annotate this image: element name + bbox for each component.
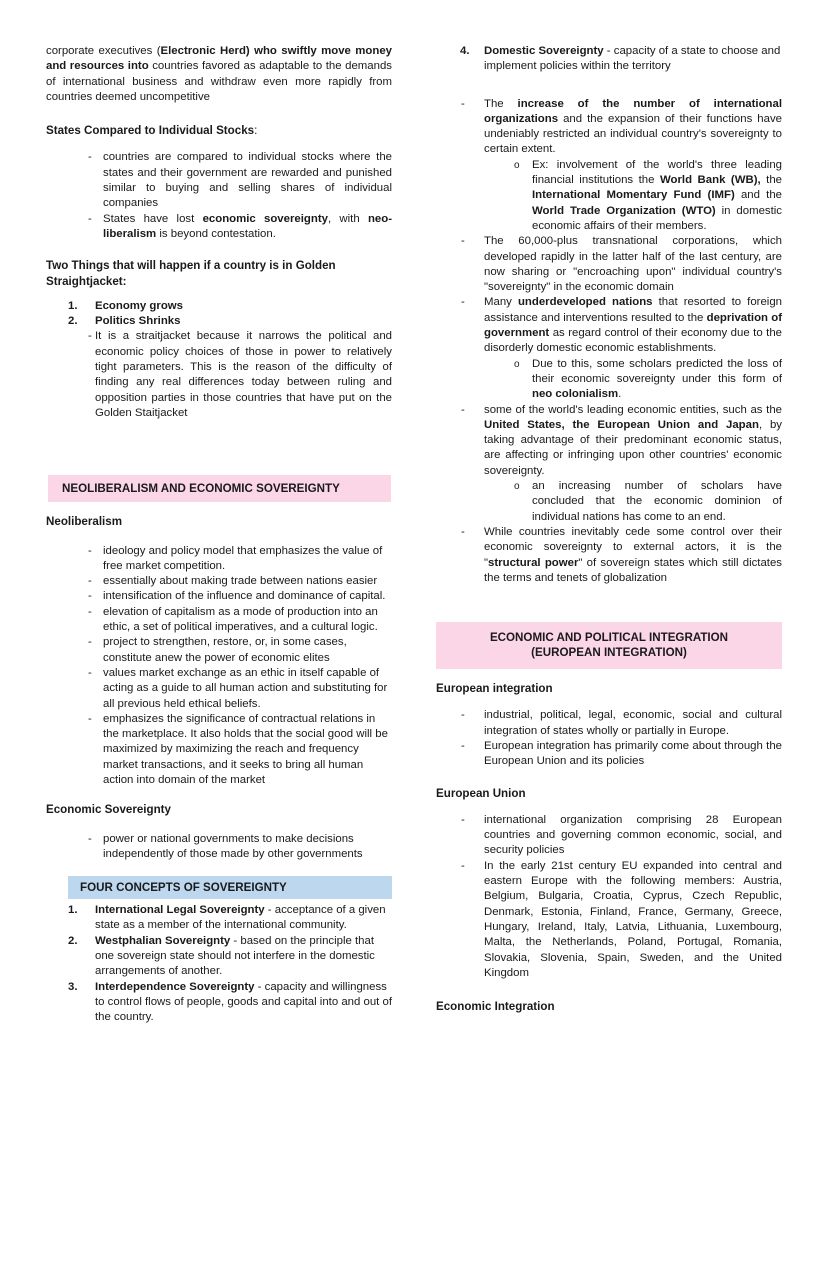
item-text: ideology and policy model that emphasizes the value of free market competition. — [103, 544, 383, 572]
list-item — [46, 150, 392, 211]
list-item — [46, 212, 392, 243]
item-seg3: , by taking advantage of their predominant economic status, are affecting or infringing upon other countries' economic sovereignty. — [484, 418, 782, 477]
sub-seg6-bold: World Trade Organization (WTO) — [532, 204, 716, 217]
heading-neoliberalism: Neoliberalism — [46, 515, 123, 529]
heading-economic-integration: Economic Integration — [436, 1000, 555, 1014]
item-seg1: The — [484, 97, 518, 110]
list-item — [46, 832, 392, 863]
item-seg2-bold: increase of the number of international organizations — [484, 97, 783, 125]
item-number: 2. — [68, 934, 78, 947]
item-seg2-bold: underdeveloped nations — [517, 296, 653, 309]
list-item — [46, 544, 392, 575]
list-item — [436, 295, 782, 356]
four-concepts-continued-list — [436, 44, 782, 75]
item-seg3: , with — [327, 212, 368, 225]
item-text: It is a straitjacket because it narrows the political and economic policy choices of those in power to relatively tight parameters. This is the reason of the difficulty of finding any real differences today between ruling and opposition parties in those countries that have put on the Golden Staitjacket — [95, 330, 392, 419]
item-text: European integration has primarily come about through the European Union and its policies — [484, 739, 782, 768]
banner-label: NEOLIBERALISM AND ECONOMIC SOVEREIGNTY — [62, 482, 340, 496]
list-item — [436, 813, 782, 859]
list-item — [46, 329, 392, 421]
item-text: countries are compared to individual stocks where the states and their government are rewarded and punished similar to buying and selling shares of individual companies — [103, 151, 392, 210]
list-item — [46, 605, 392, 636]
banner-label-line2: (EUROPEAN INTEGRATION) — [531, 646, 687, 660]
sub-seg3: the — [760, 174, 783, 187]
list-item — [436, 97, 782, 158]
item-seg2-bold: United States, the European Union and Japan — [484, 418, 759, 431]
list-item — [46, 589, 392, 604]
list-item — [436, 403, 782, 479]
sub-seg1: Ex: involvement of the world's three leading financial institutions the — [532, 158, 782, 187]
four-concepts-list — [46, 903, 392, 1025]
sub-list-item — [436, 479, 782, 525]
heading-states-compared — [46, 123, 392, 138]
intro-paragraph — [46, 44, 392, 105]
list-item — [436, 44, 782, 75]
item-text: Politics Shrinks — [95, 315, 181, 328]
item-text: elevation of capitalism as a mode of production into an ethic, a set of political imperatives, and a cultural logic. — [103, 605, 378, 634]
item-text: project to strengthen, restore, or, in some cases, constitute anew the power of economic elites — [103, 636, 347, 664]
item-seg1: Many — [484, 296, 518, 309]
item-text: industrial, political, legal, economic, social and cultural integration of states wholly or partially in Europe. — [484, 709, 782, 737]
item-term: Interdependence Sovereignty — [95, 980, 255, 993]
heading-european-integration: European integration — [436, 682, 553, 696]
item-seg3: that resorted to foreign assistance and interventions resulted to the — [484, 296, 782, 324]
section-banner-integration — [436, 622, 782, 669]
item-text: international organization comprising 28 European countries and governing common economic, social, and security policies — [484, 813, 782, 857]
left-column — [46, 44, 392, 1236]
item-term: Domestic Sovereignty — [484, 45, 604, 57]
sub-seg1: Due to this, some scholars predicted the loss of their economic sovereignty under this form of — [532, 357, 782, 385]
item-definition: - based on the principle that one sovereign state should not interfere in the domestic arrangements of another. — [95, 934, 375, 978]
item-term: International Legal Sovereignty — [95, 904, 265, 917]
list-item — [436, 859, 782, 981]
item-definition: - acceptance of a given state as a member of the international community. — [95, 904, 386, 932]
item-seg4-bold: neo-liberalism — [103, 212, 392, 240]
european-union-list — [436, 813, 782, 981]
sovereignty-restrictions-list — [436, 97, 782, 587]
sub-seg4-bold: International Momentary Fund (IMF) — [532, 189, 735, 202]
section-banner-neoliberalism — [48, 475, 391, 502]
heading-economic-sovereignty: Economic Sovereignty — [46, 803, 171, 817]
intro-seg1: corporate executives ( — [46, 45, 161, 57]
item-number: 4. — [460, 45, 470, 57]
item-seg1: some of the world's leading economic entities, such as the — [484, 403, 782, 416]
sub-list-item — [436, 158, 782, 234]
neoliberalism-list — [46, 544, 392, 789]
item-number: 1. — [68, 299, 78, 312]
item-seg2-bold: structural power — [488, 556, 579, 569]
sub-seg3: . — [618, 388, 622, 401]
item-seg3: " of sovereign states which still dictates the terms and tenets of globalization — [484, 556, 782, 584]
section-banner-four-concepts — [68, 876, 392, 899]
sub-list-item — [436, 357, 782, 403]
item-text: emphasizes the significance of contractual relations in the marketplace. It also holds that the social good will be maximized by maximizing the reach and frequency market transactions, and it seeks to bring all human action into domain of the market — [103, 712, 388, 786]
list-item — [46, 574, 392, 589]
heading-two-things: Two Things that will happen if a country is in Golden Straightjacket: — [46, 259, 336, 288]
list-item — [46, 635, 392, 666]
economic-sovereignty-list — [46, 832, 392, 863]
list-item — [46, 299, 392, 314]
item-text: In the early 21st century EU expanded into central and eastern Europe with the following members: Austria, Belgium, Bulgaria, Croatia, Cyprus, Czech Republic, Denmark, Estonia, Finland, France, Germany, Greece, Hungary, Ireland, Italy, Latvia, Lithuania, Luxembourg, Malta, the Netherlands, Poland, Portugal, Romania, Slovakia, Slovenia, Spain, Sweden, and the United Kingdom — [484, 859, 782, 979]
states-compared-list — [46, 150, 392, 242]
european-integration-list — [436, 708, 782, 769]
banner-label: FOUR CONCEPTS OF SOVEREIGNTY — [80, 881, 287, 895]
sub-seg5: and the — [734, 189, 782, 202]
item-number: 2. — [68, 315, 78, 328]
item-text: The 60,000-plus transnational corporations, which developed rapidly in the latter half of the last century, are now sharing or "encroaching upon" individual country's "sovereignty" in the economic domain — [484, 235, 782, 294]
item-seg1: While countries inevitably cede some control over their economic sovereignty to external actors, it is the " — [484, 525, 782, 569]
heading-states-compared-text: States Compared to Individual Stocks — [46, 124, 255, 138]
sub-text: an increasing number of scholars have concluded that the economic dominion of individual nations has come to an end. — [532, 480, 782, 523]
right-column — [436, 44, 782, 1236]
list-item — [436, 708, 782, 739]
sub-seg2-bold: neo colonialism — [532, 388, 619, 401]
item-seg5: as regard control of their economy due to the disorderly domestic economic establishments. — [484, 327, 782, 355]
two-things-dash-list — [46, 329, 392, 421]
item-definition: - capacity and willingness to control flows of people, goods and capital into and out of the country. — [95, 980, 392, 1024]
list-item — [46, 314, 392, 329]
list-item — [436, 739, 782, 770]
item-seg1: States have lost — [103, 212, 203, 225]
item-text: values market exchange as an ethic in itself capable of acting as a guide to all human action and substituting for all previous held ethical beliefs. — [103, 666, 388, 710]
heading-european-union: European Union — [436, 786, 526, 800]
item-definition: - capacity of a state to choose and implement policies within the territory — [484, 45, 781, 73]
sub-seg7: in domestic economic affairs of their members. — [532, 204, 782, 232]
item-seg3: and the expansion of their functions have undeniably restricted an individual country's sovereignty to certain extent. — [484, 112, 782, 156]
item-number: 1. — [68, 904, 78, 917]
sub-seg2-bold: World Bank (WB), — [659, 174, 761, 187]
item-text: Economy grows — [95, 299, 183, 312]
item-text: essentially about making trade between nations easier — [103, 575, 378, 588]
list-item — [46, 666, 392, 712]
item-number: 3. — [68, 980, 78, 993]
item-text: intensification of the influence and dominance of capital. — [103, 590, 386, 603]
list-item — [46, 903, 392, 934]
list-item — [46, 712, 392, 788]
intro-seg2-bold: Electronic Herd) who swiftly move money and resources into — [46, 45, 392, 73]
item-text: power or national governments to make decisions independently of those made by other governments — [103, 832, 363, 860]
list-item — [46, 934, 392, 980]
item-seg4-bold: deprivation of government — [484, 311, 782, 340]
two-things-numbered-list — [46, 299, 392, 330]
banner-label-line1: ECONOMIC AND POLITICAL INTEGRATION — [489, 631, 729, 645]
item-term: Westphalian Sovereignty — [95, 934, 231, 947]
intro-seg3: countries favored as adaptable to the demands of international business and withdraw even more rapidly from countries deemed uncompetitive — [46, 60, 392, 103]
item-seg2-bold: economic sovereignty — [202, 212, 328, 225]
heading-states-compared-colon: : — [254, 124, 258, 138]
list-item — [436, 234, 782, 295]
list-item — [436, 525, 782, 586]
item-seg5: is beyond contestation. — [156, 227, 276, 240]
list-item — [46, 980, 392, 1026]
